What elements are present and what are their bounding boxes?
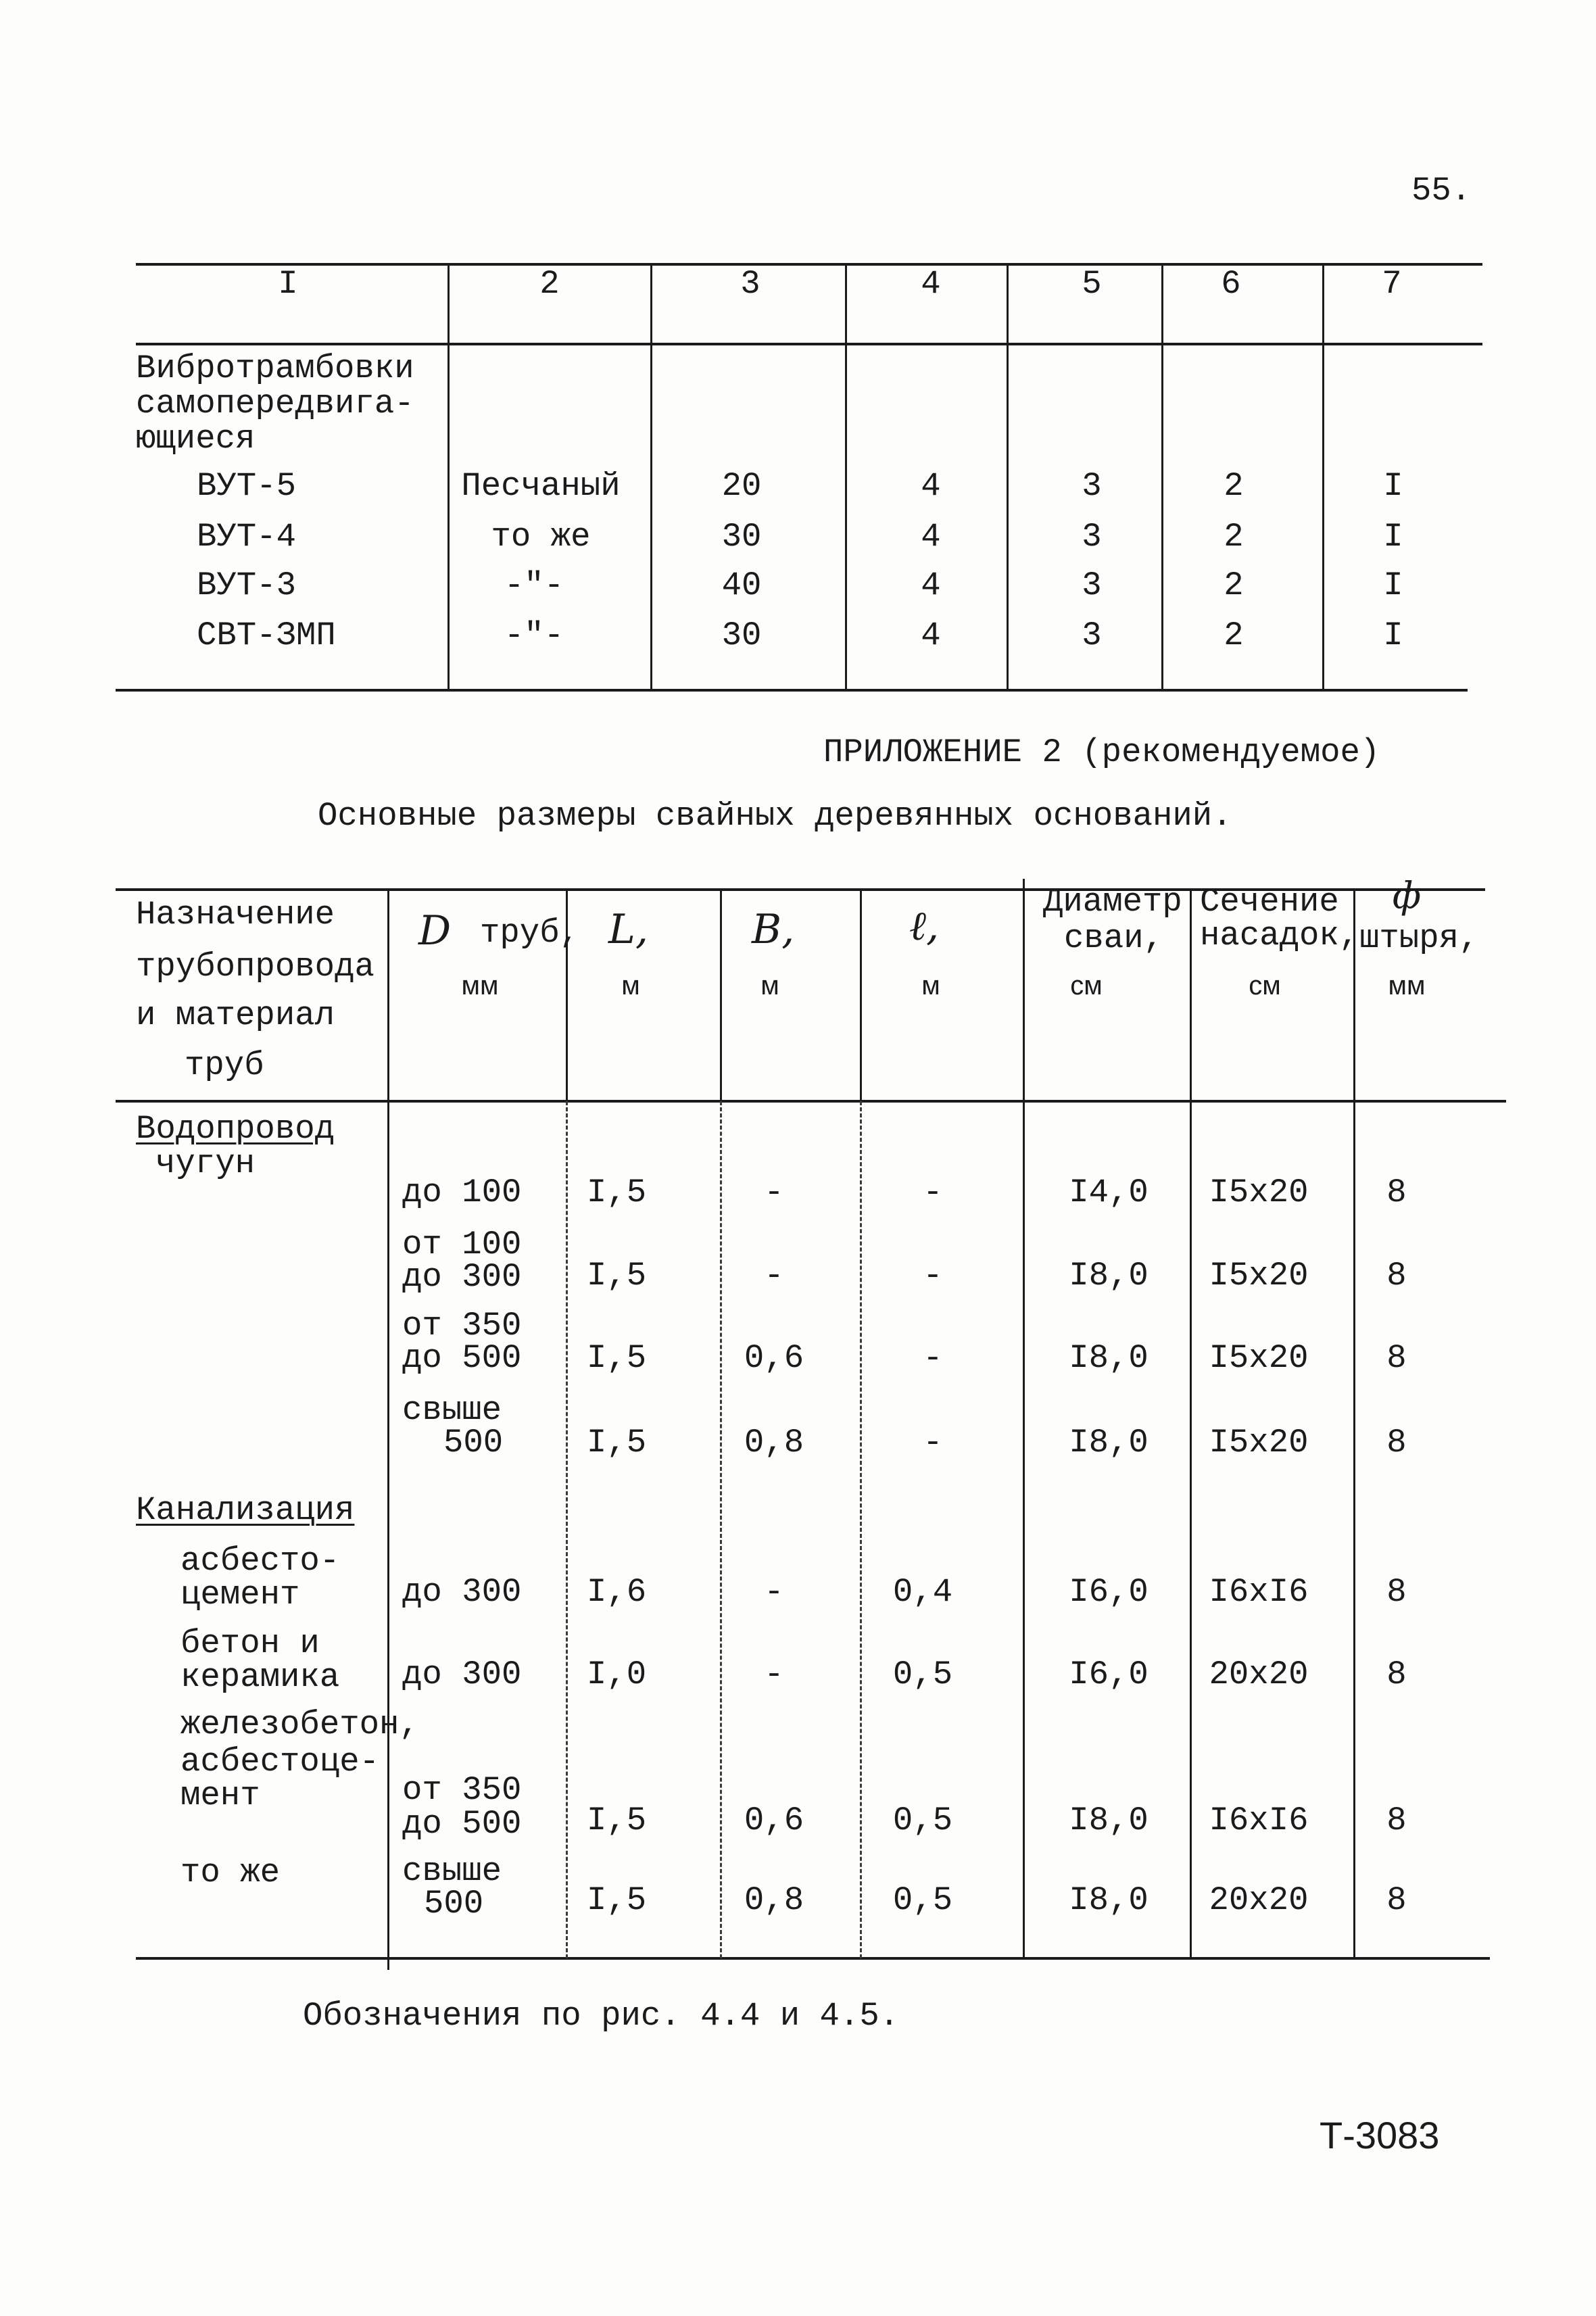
diameter-range: до 500 bbox=[402, 1339, 522, 1377]
table2-value: - bbox=[764, 1573, 784, 1611]
table2-value: I5x20 bbox=[1209, 1174, 1309, 1211]
diameter-range: до 100 bbox=[402, 1174, 522, 1211]
table1-row-soil: Песчаный bbox=[461, 467, 621, 505]
table1-row-name: СВТ-ЗМП bbox=[197, 617, 336, 654]
table2-value: I,5 bbox=[586, 1424, 647, 1462]
table2-column-divider bbox=[566, 1101, 568, 1958]
diameter-range: 500 bbox=[424, 1885, 484, 1923]
table1-row-soil: -"- bbox=[504, 617, 564, 654]
table2-header-l-symbol: L, bbox=[608, 906, 648, 953]
table2-value: 0,5 bbox=[892, 1656, 953, 1693]
table2-value: I5x20 bbox=[1209, 1257, 1309, 1295]
table1-row-soil: то же bbox=[491, 518, 591, 556]
table1-bottom-rule bbox=[116, 689, 1468, 692]
material-label: то же bbox=[180, 1854, 281, 1891]
table2-value: I,5 bbox=[586, 1881, 647, 1919]
table1-header-rule bbox=[136, 343, 1482, 345]
table1-row-name: ВУТ-3 bbox=[197, 566, 297, 604]
table2-header-purpose-line: и материал bbox=[136, 996, 335, 1034]
table2-value: 8 bbox=[1386, 1656, 1407, 1693]
page-number: 55. bbox=[1411, 172, 1472, 210]
table1-header-col-7: 7 bbox=[1382, 265, 1402, 303]
table2-value: 0,5 bbox=[892, 1802, 953, 1839]
table1-column-divider bbox=[448, 263, 450, 690]
material-label: железобетон, bbox=[180, 1706, 419, 1743]
table2-value: - bbox=[923, 1174, 943, 1211]
table2-value: - bbox=[764, 1656, 784, 1693]
table1-row-value: 4 bbox=[921, 617, 941, 654]
table2-value: - bbox=[923, 1257, 943, 1295]
table1-row-value: 30 bbox=[721, 617, 762, 654]
table1-column-divider bbox=[1161, 263, 1163, 690]
table2-value: 8 bbox=[1386, 1424, 1407, 1462]
table2-column-divider bbox=[720, 1101, 722, 1958]
table2-header-e-unit: м bbox=[921, 971, 940, 1000]
material-label: цемент bbox=[180, 1576, 300, 1614]
table1-row-value: I bbox=[1383, 467, 1403, 505]
table1-row-value: 4 bbox=[921, 467, 941, 505]
material-label: керамика bbox=[180, 1658, 340, 1696]
diameter-range: свыше bbox=[402, 1852, 502, 1890]
section-title-sewer: Канализация bbox=[136, 1491, 355, 1529]
table1-row-value: 40 bbox=[721, 566, 762, 604]
table2-value: 8 bbox=[1386, 1257, 1407, 1295]
table2-value: I5x20 bbox=[1209, 1424, 1309, 1462]
material-label: асбестоце- bbox=[180, 1743, 380, 1781]
table2-value: - bbox=[764, 1174, 784, 1211]
table1-header-col-5: 5 bbox=[1082, 265, 1102, 303]
table1-row-value: 4 bbox=[921, 518, 941, 556]
table1-row-value: 3 bbox=[1082, 467, 1102, 505]
table2-value: I6,0 bbox=[1069, 1656, 1148, 1693]
table2-column-divider bbox=[1190, 888, 1192, 1958]
table1-row-value: 30 bbox=[721, 518, 762, 556]
material-label: чугун bbox=[155, 1144, 256, 1182]
diameter-range: свыше bbox=[402, 1391, 502, 1429]
table1-group-label-line: Вибротрамбовки bbox=[136, 349, 414, 387]
table2-value: I8,0 bbox=[1069, 1881, 1148, 1919]
table2-value: I,5 bbox=[586, 1802, 647, 1839]
table2-value: I,5 bbox=[586, 1174, 647, 1211]
table2-value: I8,0 bbox=[1069, 1257, 1148, 1295]
table2-value: I5x20 bbox=[1209, 1339, 1309, 1377]
footnote: Обозначения по рис. 4.4 и 4.5. bbox=[303, 1997, 900, 2035]
table2-value: I,6 bbox=[586, 1573, 647, 1611]
table2-header-rule bbox=[116, 1100, 1506, 1103]
diameter-range: до 300 bbox=[402, 1258, 522, 1296]
table2-header-pin-symbol: ф bbox=[1392, 874, 1422, 917]
material-label: асбесто- bbox=[180, 1542, 340, 1580]
table1-row-value: I bbox=[1383, 518, 1403, 556]
diameter-range: 500 bbox=[443, 1424, 504, 1462]
table2-header-d-symbol: D bbox=[418, 907, 452, 955]
table2-header-purpose-line: трубопровода bbox=[136, 948, 374, 986]
table2-value: - bbox=[923, 1339, 943, 1377]
table2-value: 0,6 bbox=[744, 1339, 804, 1377]
table2-header-b-symbol: B, bbox=[752, 906, 795, 953]
material-label: мент bbox=[180, 1777, 260, 1814]
table2-value: I,0 bbox=[586, 1656, 647, 1693]
table1-row-value: 2 bbox=[1224, 518, 1244, 556]
table2-value: I6,0 bbox=[1069, 1573, 1148, 1611]
table2-value: 0,6 bbox=[744, 1802, 804, 1839]
table2-header-purpose-line: труб bbox=[185, 1046, 264, 1084]
table2-value: I8,0 bbox=[1069, 1424, 1148, 1462]
table2-value: 20x20 bbox=[1209, 1656, 1309, 1693]
table1-header-col-4: 4 bbox=[921, 265, 941, 303]
table1-column-divider bbox=[1322, 263, 1324, 690]
table2-header-pile-diameter-line: Диаметр bbox=[1043, 883, 1182, 921]
table2-value: 8 bbox=[1386, 1573, 1407, 1611]
table2-value: - bbox=[764, 1257, 784, 1295]
table2-value: I8,0 bbox=[1069, 1339, 1148, 1377]
table2-value: 0,5 bbox=[892, 1881, 953, 1919]
table2-column-divider bbox=[860, 888, 862, 1101]
table2-value: 0,8 bbox=[744, 1424, 804, 1462]
appendix-title: ПРИЛОЖЕНИЕ 2 (рекомендуемое) bbox=[823, 733, 1380, 771]
table2-bottom-rule bbox=[136, 1957, 1490, 1960]
table1-header-col-1: I bbox=[278, 265, 298, 303]
table2-column-divider bbox=[1353, 888, 1355, 1958]
diameter-range: от 350 bbox=[402, 1307, 522, 1345]
table1-row-value: 3 bbox=[1082, 617, 1102, 654]
table2-value: 0,4 bbox=[892, 1573, 953, 1611]
table1-row-value: 2 bbox=[1224, 617, 1244, 654]
table2-column-divider bbox=[720, 888, 722, 1101]
table2-value: I8,0 bbox=[1069, 1802, 1148, 1839]
table2-column-divider bbox=[860, 1101, 862, 1958]
table2-value: I4,0 bbox=[1069, 1174, 1148, 1211]
table2-value: - bbox=[923, 1424, 943, 1462]
table1-header-col-2: 2 bbox=[539, 265, 560, 303]
table2-header-pin-unit: мм bbox=[1388, 971, 1426, 1000]
table2-header-d-unit: мм bbox=[461, 971, 499, 1000]
table1-group-label-line: ющиеся bbox=[136, 420, 256, 458]
table2-value: I,5 bbox=[586, 1257, 647, 1295]
table1-row-value: 2 bbox=[1224, 566, 1244, 604]
table2-value: 8 bbox=[1386, 1881, 1407, 1919]
diameter-range: до 500 bbox=[402, 1805, 522, 1843]
table2-value: 8 bbox=[1386, 1174, 1407, 1211]
table1-row-value: 3 bbox=[1082, 518, 1102, 556]
table2-column-divider bbox=[387, 888, 389, 1970]
table1-group-label-line: самопередвига- bbox=[136, 385, 414, 423]
table1-row-name: ВУТ-5 bbox=[197, 467, 297, 505]
section-title-water: Водопровод bbox=[136, 1110, 335, 1148]
table1-row-name: ВУТ-4 bbox=[197, 518, 297, 556]
table1-row-soil: -"- bbox=[504, 566, 564, 604]
table2-header-e-symbol: ℓ, bbox=[909, 902, 940, 950]
table2-value: 0,8 bbox=[744, 1881, 804, 1919]
table2-value: 8 bbox=[1386, 1339, 1407, 1377]
table2-header-d-label: труб, bbox=[480, 914, 580, 952]
diameter-range: от 100 bbox=[402, 1226, 522, 1263]
table1-column-divider bbox=[1007, 263, 1009, 690]
document-code: Т-3083 bbox=[1320, 2114, 1440, 2156]
table1-row-value: 3 bbox=[1082, 566, 1102, 604]
diameter-range: до 300 bbox=[402, 1656, 522, 1693]
table2-caption: Основные размеры свайных деревянных оснований. bbox=[318, 797, 1232, 835]
table1-row-value: I bbox=[1383, 566, 1403, 604]
table2-column-divider bbox=[1023, 879, 1025, 1958]
table2-value: 8 bbox=[1386, 1802, 1407, 1839]
table2-header-pile-diameter-line: сваи, bbox=[1064, 919, 1164, 957]
table2-header-cap-section-unit: см bbox=[1249, 971, 1281, 1000]
diameter-range: до 300 bbox=[402, 1573, 522, 1611]
table2-header-cap-section-line: насадок, bbox=[1200, 917, 1359, 955]
table1-row-value: I bbox=[1383, 617, 1403, 654]
table2-header-l-unit: м bbox=[621, 971, 640, 1000]
table2-header-pile-diameter-unit: см bbox=[1070, 971, 1103, 1000]
table2-value: I6xI6 bbox=[1209, 1802, 1309, 1839]
table1-row-value: 20 bbox=[721, 467, 762, 505]
table2-header-b-unit: м bbox=[760, 971, 779, 1000]
material-label: бетон и bbox=[180, 1624, 320, 1662]
table1-row-value: 4 bbox=[921, 566, 941, 604]
table2-header-cap-section-line: Сечение bbox=[1200, 883, 1339, 921]
table1-row-value: 2 bbox=[1224, 467, 1244, 505]
table2-header-purpose-line: Назначение bbox=[136, 896, 335, 934]
table1-header-col-6: 6 bbox=[1221, 265, 1241, 303]
table2-header-pin-label: штыря, bbox=[1359, 919, 1479, 957]
diameter-range: от 350 bbox=[402, 1771, 522, 1809]
table1-column-divider bbox=[845, 263, 847, 690]
table1-header-col-3: 3 bbox=[740, 265, 760, 303]
table2-value: I,5 bbox=[586, 1339, 647, 1377]
table1-top-rule bbox=[136, 263, 1482, 266]
table2-value: 20x20 bbox=[1209, 1881, 1309, 1919]
table1-column-divider bbox=[650, 263, 652, 690]
table2-value: I6xI6 bbox=[1209, 1573, 1309, 1611]
